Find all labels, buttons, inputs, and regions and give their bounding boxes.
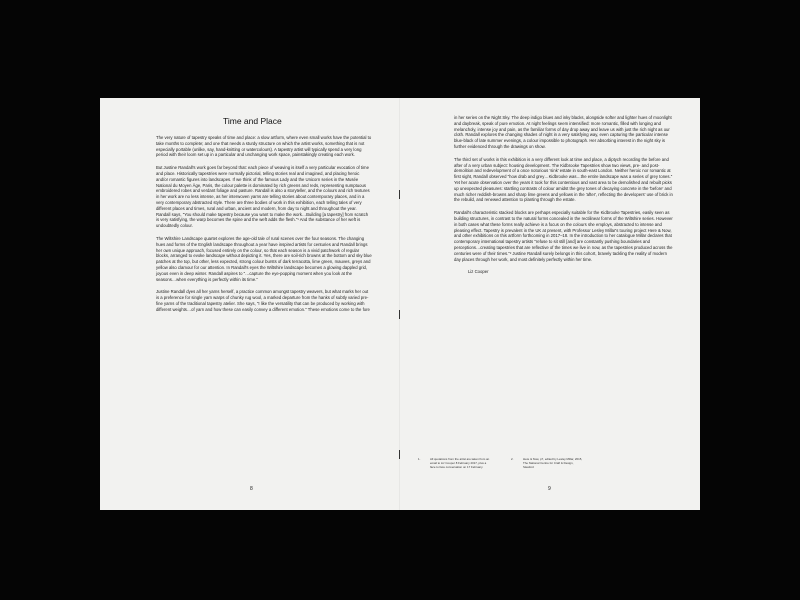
paragraph: Randall's characteristic stacked blocks are perhaps especially suitable for the Kidbrooke Tapestries, easily seen as building structures, in contrast to the natural forms concealed in the rectilinear forms of the Wiltshire series. However in both cases what these forms really achieve is a focus on the colours she employs, abstracted to intense and pleasing effect. Tapestry is prevalent in the UK at present, with Professor Lesley Millar's touring project Here & Now, and other exhibitions on this artform forthcoming in 2017–18. In the introduction to her catalogue Millar declares that contemporary international tapestry artists "refuse to sit still [and] are constantly pushing boundaries and perceptions…creating tapestries that are reflective of the times we live in now, as the tapestries produced across the centuries were of their times."² Justine Randall surely belongs in this cohort, bravely tackling the reality of modern day places through her work, and most definitely perfectly within her time. xyxy=(454,210,673,262)
left-page xyxy=(100,98,400,510)
page-number: 8 xyxy=(250,486,253,492)
footnote-number: 1. xyxy=(418,457,421,461)
right-body-text xyxy=(454,115,674,282)
footnote-text: All quotations from the artist are taken from an email to Liz Cooper 8 February 2017, plus a face to face conversation on 17 February. xyxy=(430,457,490,469)
left-body-text xyxy=(156,135,372,320)
footnote xyxy=(418,458,498,488)
paragraph: in her series on the Night Sky. The deep indigo blues and inky blacks, alongside softer and lighter hues of moonlight and daybreak, speak of pure emotion. At night feelings seem intensified: more romantic, filled with longing and melancholy, intense joy and pain, as the familiar forms of day drop away and leave us with just the rich night as our cloth. Randall explores the changing shades of night in a very satisfying way, even capturing the particular intense blue-black of late summer evenings, a colour impossible to photograph. Her absorbing interest in the night sky is further evidenced through the drawings on show. xyxy=(454,115,672,149)
footnote-number: 2. xyxy=(511,457,514,461)
footnote xyxy=(511,458,591,488)
page-number: 9 xyxy=(548,486,551,492)
paragraph: But Justine Randall's work goes far beyond that: each piece of weaving is itself a very particular evocation of time and place. Historically tapestries were normally pictorial, telling stories real and imagined, and placing heroic and/or romantic figures into landscapes. If we think of the famous Lady and the Unicorn series in the Musée National du Moyen Âge, Paris, the colour palette is dominated by rich greens and reds, representing sumptuous embroidered robes and verdant foliage and pasture. Randall is also a storyteller, and the colours and rich textures in her work are no less intense, as her interwoven yarns are telling stories about contemporary places, and in a very contemporary abstracted style. There are three bodies of work in this exhibition, each telling tales of very different places and times, rural and urban, ancient and modern, from day to night and throughout the year. Randall says, "You should make tapestry because you want to make the work…Building [a tapestry] from scratch is very satisfying, the warp becomes the spine and the weft adds the flesh."¹ And the substance of her weft is undoubtedly colour. xyxy=(156,165,370,229)
right-page xyxy=(400,98,700,510)
author-name: Liz Cooper xyxy=(468,269,489,275)
footnote-text: Here & Now, p7, edited by Lesley Millar, 2015, The National Centre for Craft & Design, Sleaford xyxy=(523,457,583,469)
paragraph: The Wiltshire Landscape quartet explores the age-old tale of rural scenes over the four seasons. The changing hues and forms of the English landscape throughout a year have inspired artists for centuries and Randall brings her own unique approach, focused entirely on the colour, so that each season is a vivid patchwork of regular blocks, arranged to evoke landscape without depicting it. Yes, there are soil-rich browns at the bottom and sky blue patches at the top, but other, less expected, strong colour bursts of dark terracotta, lime green, mauves, greys and yellow also clamour for our attention. In Randall's eyes the Wiltshire landscape becomes a glowing dappled grid, joyous even in deep winter. Randall aspires to "…capture the eye-popping moment when you look at the seasons…when everything is perfectly within its time." xyxy=(156,235,372,282)
book-spread xyxy=(100,98,700,510)
paragraph: The third set of works in this exhibition is a very different look at time and place, a diptych recording the before and after of a very urban subject: housing development. The Kidbrooke Tapestries show two views, pre- and post-demolition and redevelopment of a once notorious 'sink' estate in south-east London. Neither heroic nor romantic at first sight, Randall observed "how drab and grey…Kidbrooke was…the entire landscape was a series of grey tones." Yet her acute observation over the years it took for this contentious and vast area to be demolished and rebuilt picks up unexpected pleasures: startling contrasts of colour amidst the grey tones of decaying concrete in the 'before' and much richer reddish-browns and sharp lime greens and yellows in the 'after', reflecting the developers' use of brick in the rebuild, and renewed attention to planting through the estate. xyxy=(454,156,673,203)
paragraph: The very nature of tapestry speaks of time and place: a slow artform, where even small works have the potential to take months to complete; and one that needs a sturdy structure on which the artist works, something that is not especially portable (unlike, say, hand-knitting or watercolours). A tapestry artist will typically spend a very long period with their loom set up in a particular and unchanging work space, painstakingly creating each work. xyxy=(156,135,372,158)
paragraph: Justine Randall dyes all her yarns herself, a practice common amongst tapestry weavers, but what marks her out is a preference for single yarn warps of chunky rug wool, a marked departure from the hanks of subtly varied pre-fine yarns of the traditional tapestry atelier. She says, "I like the versatility that can be produced by working with different weights…of yarn and how these can easily convey a different emotion." These emotions come to the fore xyxy=(156,289,370,312)
page-title: Time and Place xyxy=(223,116,282,126)
